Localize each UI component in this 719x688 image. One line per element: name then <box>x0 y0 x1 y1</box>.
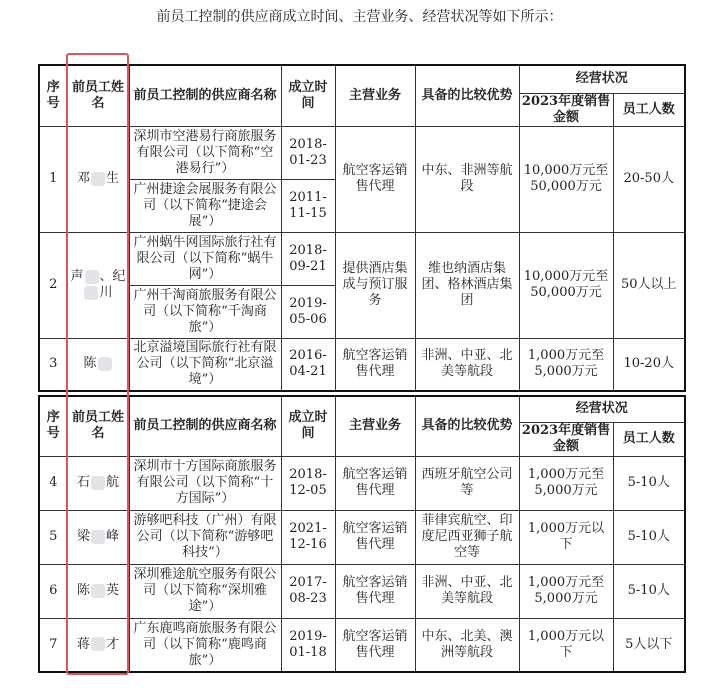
business-cell: 航空客运销售代理 <box>335 564 415 618</box>
seq-cell: 2 <box>39 232 67 338</box>
staff-cell: 5-10人 <box>613 510 685 564</box>
founded-cell: 2011-11-15 <box>281 179 335 232</box>
redaction-mark <box>84 286 98 300</box>
header-founded: 成立时间 <box>281 396 335 456</box>
sales-cell: 1,000万元至5,000万元 <box>519 456 613 510</box>
header-staff: 员工人数 <box>613 93 685 126</box>
header-founded: 成立时间 <box>281 65 335 126</box>
supplier-cell: 北京溢境国际旅行社有限公司（以下简称“北京溢境”） <box>129 338 281 391</box>
name-part: 航 <box>106 475 120 490</box>
business-cell: 航空客运销售代理 <box>335 456 415 510</box>
name-part: 陈 <box>83 356 97 372</box>
business-cell: 航空客运销售代理 <box>335 338 415 391</box>
advantage-cell: 维也纳酒店集团、格林酒店集团 <box>415 232 519 338</box>
header-advantage: 具备的比较优势 <box>415 396 519 456</box>
header-sales: 2023年度销售金额 <box>519 93 613 126</box>
name-cell <box>67 338 129 391</box>
supplier-cell: 广州蜗牛网国际旅行社有限公司（以下简称“蜗牛网”） <box>129 232 281 285</box>
supplier-table-1 <box>38 64 686 392</box>
header-row <box>39 65 685 93</box>
header-status: 经营状况 <box>519 65 685 93</box>
name-part: 石 <box>76 475 90 490</box>
advantage-cell: 非洲、中亚、北美等航段 <box>415 564 519 618</box>
seq-cell: 6 <box>39 564 67 618</box>
staff-cell: 5人以下 <box>613 618 685 672</box>
header-staff: 员工人数 <box>613 422 685 456</box>
founded-cell: 2016-04-21 <box>281 338 335 391</box>
redaction-mark <box>85 270 99 284</box>
name-part: 川 <box>99 285 113 300</box>
table-row <box>39 126 685 179</box>
founded-cell: 2018-12-05 <box>281 456 335 510</box>
header-sales: 2023年度销售金额 <box>519 422 613 456</box>
name-part: 梁 <box>76 529 90 544</box>
name-cell <box>67 456 129 510</box>
supplier-table-2 <box>38 395 686 673</box>
redaction-mark <box>91 637 105 651</box>
name-cell <box>67 564 129 618</box>
advantage-cell: 菲律宾航空、印度尼西亚狮子航空等 <box>415 510 519 564</box>
name-cell <box>67 232 129 338</box>
header-status: 经营状况 <box>519 396 685 422</box>
seq-cell: 7 <box>39 618 67 672</box>
name-cell <box>67 618 129 672</box>
supplier-cell: 深圳市十方国际商旅服务有限公司（以下简称“十方国际”） <box>129 456 281 510</box>
business-cell: 提供酒店集成与预订服务 <box>335 232 415 338</box>
staff-cell: 50人以上 <box>613 232 685 338</box>
name-part: 蒋 <box>76 636 90 652</box>
advantage-cell: 非洲、中亚、北美等航段 <box>415 338 519 391</box>
redaction-mark <box>91 584 105 598</box>
staff-cell: 5-10人 <box>613 456 685 510</box>
header-business: 主营业务 <box>335 65 415 126</box>
sales-cell: 1,000万元以下 <box>519 618 613 672</box>
founded-cell: 2019-01-18 <box>281 618 335 672</box>
table-row <box>39 564 685 618</box>
header-name: 前员工姓名 <box>67 65 129 126</box>
business-cell: 航空客运销售代理 <box>335 618 415 672</box>
name-part: 邓 <box>76 171 90 186</box>
advantage-cell: 西班牙航空公司等 <box>415 456 519 510</box>
founded-cell: 2017-08-23 <box>281 564 335 618</box>
table-row <box>39 232 685 285</box>
name-part: 英 <box>106 583 120 598</box>
sales-cell: 10,000万元至50,000万元 <box>519 232 613 338</box>
sales-cell: 1,000万元至5,000万元 <box>519 564 613 618</box>
supplier-cell: 广州捷途会展服务有限公司（以下简称“捷途会展”） <box>129 179 281 232</box>
supplier-cell: 深圳市空港易行商旅服务有限公司（以下简称“空港易行”） <box>129 126 281 179</box>
founded-cell: 2018-09-21 <box>281 232 335 285</box>
seq-cell: 5 <box>39 510 67 564</box>
name-cell <box>67 510 129 564</box>
seq-cell: 4 <box>39 456 67 510</box>
name-cell <box>67 126 129 232</box>
header-supplier: 前员工控制的供应商名称 <box>129 65 281 126</box>
name-part: 峰 <box>106 529 120 544</box>
header-row <box>39 396 685 422</box>
staff-cell: 20-50人 <box>613 126 685 232</box>
redaction-mark <box>91 476 105 490</box>
business-cell: 航空客运销售代理 <box>335 510 415 564</box>
table-row <box>39 510 685 564</box>
intro-text: 前员工控制的供应商成立时间、主营业务、经营状况等如下所示： <box>156 9 563 25</box>
name-part: 生 <box>106 171 120 186</box>
header-seq: 序号 <box>39 396 67 456</box>
table-row <box>39 338 685 391</box>
sales-cell: 1,000万元以下 <box>519 510 613 564</box>
header-supplier: 前员工控制的供应商名称 <box>129 396 281 456</box>
sales-cell: 10,000万元至50,000万元 <box>519 126 613 232</box>
name-part: 声 <box>70 269 84 284</box>
founded-cell: 2021-12-16 <box>281 510 335 564</box>
staff-cell: 10-20人 <box>613 338 685 391</box>
header-name: 前员工姓名 <box>67 396 129 456</box>
supplier-cell: 游够吧科技（广州）有限公司（以下简称“游够吧科技”） <box>129 510 281 564</box>
redaction-mark <box>91 172 105 186</box>
name-part: 、纪 <box>99 269 126 284</box>
header-advantage: 具备的比较优势 <box>415 65 519 126</box>
seq-cell: 3 <box>39 338 67 391</box>
header-seq: 序号 <box>39 65 67 126</box>
header-business: 主营业务 <box>335 396 415 456</box>
seq-cell: 1 <box>39 126 67 232</box>
advantage-cell: 中东、非洲等航段 <box>415 126 519 232</box>
name-part: 才 <box>106 636 120 652</box>
redaction-mark <box>91 530 105 544</box>
business-cell: 航空客运销售代理 <box>335 126 415 232</box>
table-row <box>39 618 685 672</box>
staff-cell: 5-10人 <box>613 564 685 618</box>
advantage-cell: 中东、北美、澳洲等航段 <box>415 618 519 672</box>
supplier-cell: 深圳雅途航空服务有限公司（以下简称“深圳雅途”） <box>129 564 281 618</box>
redaction-mark <box>98 357 112 371</box>
founded-cell: 2019-05-06 <box>281 285 335 338</box>
sales-cell: 1,000万元至5,000万元 <box>519 338 613 391</box>
supplier-cell: 广东鹿鸣商旅服务有限公司（以下简称“鹿鸣商旅”） <box>129 618 281 672</box>
name-part: 陈 <box>76 583 90 598</box>
founded-cell: 2018-01-23 <box>281 126 335 179</box>
table-row <box>39 456 685 510</box>
supplier-cell: 广州千淘商旅服务有限公司（以下简称“千淘商旅”） <box>129 285 281 338</box>
